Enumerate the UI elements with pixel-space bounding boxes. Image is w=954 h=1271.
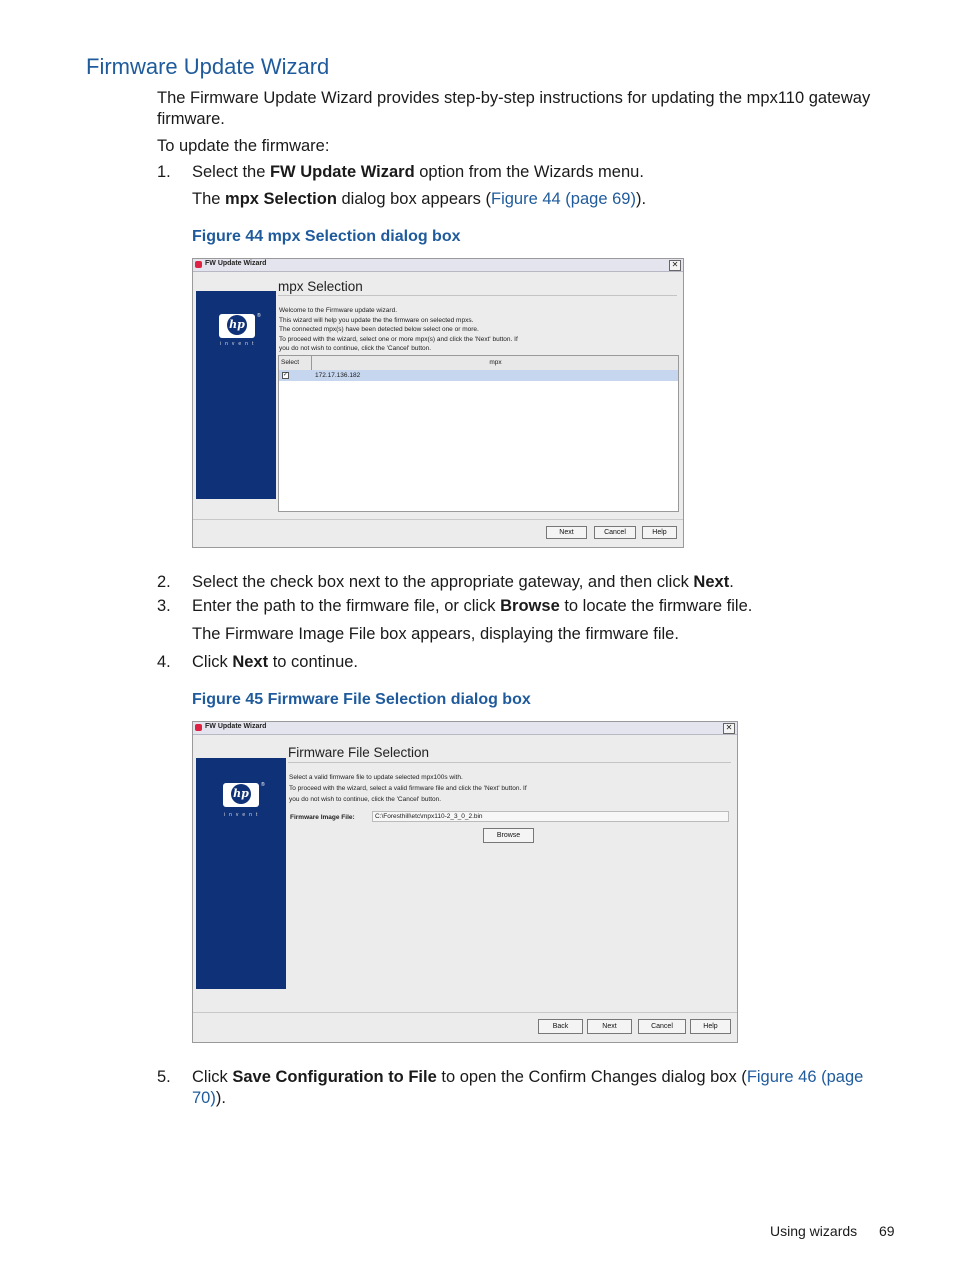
back-button[interactable]: Back [538,1019,583,1034]
firmware-image-file-input[interactable]: C:\Foresthill\etc\mpx110-2_3_0_2.bin [372,811,729,822]
cancel-button[interactable]: Cancel [594,526,636,539]
figure-45-caption: Figure 45 Firmware File Selection dialog box [192,691,531,708]
instructions-line-5: you do not wish to continue, click the 'Cancel' button. [279,345,432,352]
panel-title: mpx Selection [278,279,363,294]
step-2-number: 2. [157,573,171,591]
figure-44-caption: Figure 44 mpx Selection dialog box [192,228,461,245]
step-3-text: Enter the path to the firmware file, or click Browse to locate the firmware file. [192,597,753,615]
firmware-file-selection-dialog [192,721,738,1043]
select-checkbox[interactable]: ✓ [283,372,289,378]
mpx-table [278,355,679,512]
instructions-line-1: Welcome to the Firmware update wizard. [279,307,398,314]
hp-sidebar: hp ® invent [196,291,276,499]
help-button[interactable]: Help [642,526,677,539]
page-number: 69 [879,1223,895,1239]
hp-invent-text: invent [220,341,258,347]
column-header-select[interactable]: Select [279,356,312,370]
hp-logo: hp [219,314,255,338]
instructions-line-3: The connected mpx(s) have been detected below select one or more. [279,326,479,333]
hp-sidebar: hp ® invent [196,758,286,989]
step-4-text: Click Next to continue. [192,653,359,671]
figure-46-link-cont[interactable]: 70) [192,1089,216,1107]
mpx-ip-address: 172.17.136.182 [315,372,361,379]
intro-line-2: firmware. [157,110,225,128]
figure-46-link[interactable]: Figure 46 (page [746,1068,864,1086]
intro-line-1: The Firmware Update Wizard provides step-by-step instructions for updating the mpx110 gateway [157,89,871,107]
browse-button[interactable]: Browse [483,828,534,843]
dialog-title: FW Update Wizard [205,723,267,730]
section-heading: Firmware Update Wizard [86,54,330,79]
column-header-mpx[interactable]: mpx [489,359,502,366]
cancel-button[interactable]: Cancel [638,1019,686,1034]
step-4-number: 4. [157,653,171,671]
step-5-text-cont: 70)). [192,1089,226,1107]
next-button[interactable]: Next [546,526,587,539]
step-5-number: 5. [157,1068,171,1086]
step-3-number: 3. [157,597,171,615]
step-2-text: Select the check box next to the appropriate gateway, and then click Next. [192,573,734,591]
app-icon [195,261,202,268]
step-1-text: Select the FW Update Wizard option from the Wizards menu. [192,163,644,181]
step-1-subtext: The mpx Selection dialog box appears (Figure 44 (page 69)). [192,190,647,208]
dialog-titlebar [193,722,737,735]
dialog-title: FW Update Wizard [205,260,267,267]
footer-section: Using wizards [770,1223,858,1239]
table-row[interactable] [279,370,678,381]
instructions-line-4: To proceed with the wizard, select one or more mpx(s) and click the 'Next' button. If [279,335,518,343]
step-3-subtext: The Firmware Image File box appears, displaying the firmware file. [192,625,679,643]
button-bar-divider [193,519,683,520]
hp-invent-text: invent [224,812,262,818]
dialog-titlebar [193,259,683,272]
divider [288,762,731,763]
instructions-line-3: you do not wish to continue, click the 'Cancel' button. [289,796,442,803]
close-icon[interactable]: ✕ [669,260,681,271]
divider [278,295,677,296]
step-5-text: Click Save Configuration to File to open the Confirm Changes dialog box (Figure 46 (page [192,1068,864,1086]
table-header [279,356,678,371]
mpx-selection-dialog [192,258,684,548]
firmware-image-file-label: Firmware Image File: [290,814,355,821]
panel-title: Firmware File Selection [288,745,430,760]
help-button[interactable]: Help [690,1019,731,1034]
instructions-line-1: Select a valid firmware file to update selected mpx100s with. [289,774,463,781]
hp-logo: hp [223,783,259,807]
instructions-line-2: This wizard will help you update the the firmware on selected mpxs. [279,316,474,324]
instructions-line-2: To proceed with the wizard, select a valid firmware file and click the 'Next' button. If [289,785,527,792]
button-bar-divider [193,1012,737,1013]
to-update-text: To update the firmware: [157,137,330,155]
next-button[interactable]: Next [587,1019,632,1034]
step-1-number: 1. [157,163,171,181]
close-icon[interactable]: ✕ [723,723,735,734]
app-icon [195,724,202,731]
figure-44-link[interactable]: Figure 44 (page 69) [491,190,636,208]
